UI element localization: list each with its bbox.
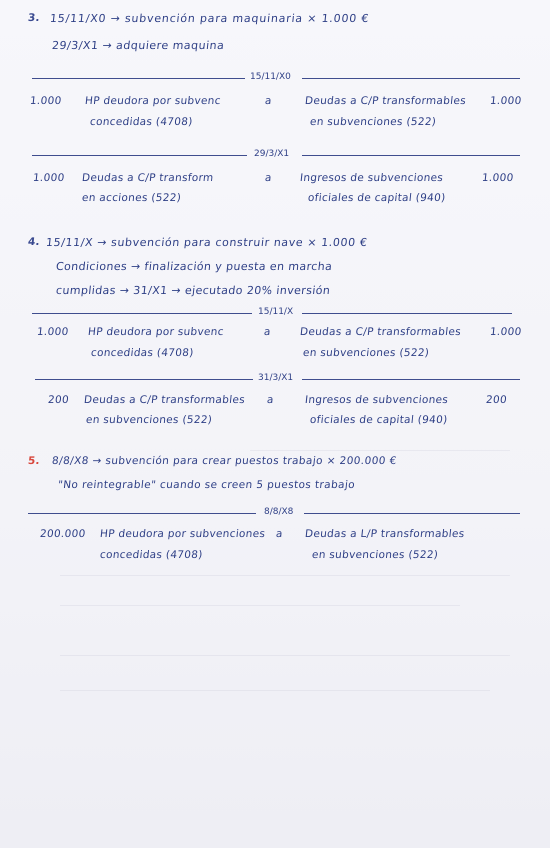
credit-account-code: en subvenciones (522) [309,116,437,128]
credit-account: Deudas a C/P transformables [299,326,462,338]
credit-account-code: en subvenciones (522) [302,347,430,359]
debit-amount: 1.000 [36,326,70,338]
credit-account-code: oficiales de capital (940) [309,414,449,426]
entry-statement: 15/11/X0 → subvención para maquinaria × 1.000 € [49,12,370,25]
entry-number: 4. [27,236,41,248]
journal-rule [302,313,512,314]
journal-rule [302,379,520,380]
credit-amount: 1.000 [481,172,515,184]
entry-number: 5. [27,455,41,467]
a-connector: a [264,172,273,184]
credit-account: Deudas a C/P transformables [304,95,467,107]
debit-account: Deudas a C/P transformables [83,394,246,406]
journal-rule [32,313,252,314]
journal-rule [35,379,253,380]
debit-account-code: concedidas (4708) [99,549,204,561]
debit-amount: 200 [47,394,70,406]
credit-account-code: oficiales de capital (940) [307,192,447,204]
journal-rule [304,513,520,514]
entry-statement: 8/8/X8 → subvención para crear puestos trabajo × 200.000 € [51,455,398,467]
debit-account: Deudas a C/P transform [81,172,215,184]
entry-number: 3. [27,12,41,24]
credit-account: Ingresos de subvenciones [304,394,449,406]
journal-rule [28,513,256,514]
entry-statement: 29/3/X1 → adquiere maquina [51,39,226,52]
journal-rule [32,155,247,156]
debit-account: HP deudora por subvenc [87,326,225,338]
credit-amount: 1.000 [489,326,523,338]
debit-amount: 1.000 [32,172,66,184]
credit-amount: 1.000 [489,95,523,107]
a-connector: a [263,326,272,338]
journal-date: 29/3/X1 [254,149,290,159]
journal-date: 15/11/X0 [250,72,291,82]
entry-statement: 15/11/X → subvención para construir nave × 1.000 € [45,236,369,249]
entry-statement: cumplidas → 31/X1 → ejecutado 20% inversión [55,284,331,297]
credit-amount: 200 [485,394,508,406]
debit-account-code: en acciones (522) [81,192,182,204]
journal-date: 8/8/X8 [264,507,294,517]
journal-rule [302,78,520,79]
debit-account: HP deudora por subvenc [84,95,222,107]
credit-account-code: en subvenciones (522) [311,549,439,561]
a-connector: a [264,95,273,107]
debit-amount: 200.000 [39,528,87,540]
debit-amount: 1.000 [29,95,63,107]
journal-date: 31/3/X1 [258,373,294,383]
debit-account-code: en subvenciones (522) [85,414,213,426]
debit-account-code: concedidas (4708) [89,116,194,128]
debit-account-code: concedidas (4708) [90,347,195,359]
credit-account: Ingresos de subvenciones [299,172,444,184]
journal-rule [32,78,245,79]
journal-rule [302,155,520,156]
a-connector: a [275,528,284,540]
debit-account: HP deudora por subvenciones [99,528,266,540]
journal-date: 15/11/X [258,307,294,317]
entry-statement: Condiciones → finalización y puesta en marcha [55,260,333,273]
entry-statement: "No reintegrable" cuando se creen 5 puestos trabajo [57,479,356,491]
credit-account: Deudas a L/P transformables [304,528,466,540]
a-connector: a [266,394,275,406]
